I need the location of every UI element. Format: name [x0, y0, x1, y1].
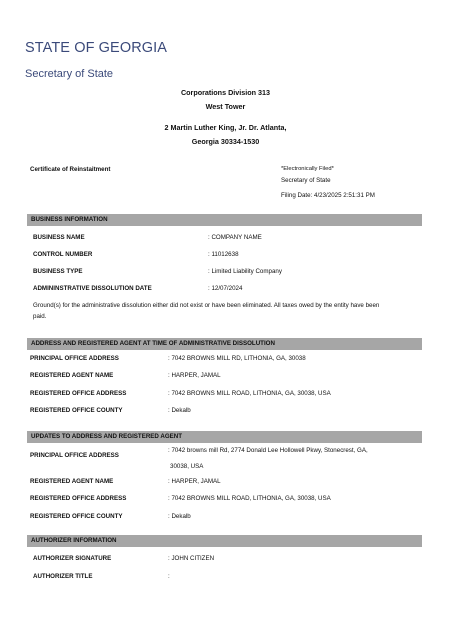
authorizer-title-value: : [168, 573, 170, 580]
registered-agent-value: : HARPER, JAMAL [168, 372, 221, 379]
dissolution-note-line-1: Ground(s) for the administrative dissolution either did not exist or have been eliminated. All taxes owed by the entity have been [33, 302, 380, 309]
control-number-label: CONTROL NUMBER [33, 251, 93, 258]
certificate-title: Certificate of Reinstaitment [30, 166, 111, 173]
principal-office-value: : 7042 BROWNS MILL RD, LITHONIA, GA, 30038 [168, 355, 306, 362]
dissolution-note-line-2: paid. [33, 312, 47, 320]
updated-principal-office-label: PRINCIPAL OFFICE ADDRESS [30, 452, 119, 459]
filing-date: Filing Date: 4/23/2025 2:51:31 PM [281, 192, 375, 199]
agent-at-dissolution-header: ADDRESS AND REGISTERED AGENT AT TIME OF ADMINISTRATIVE DISSOLUTION [27, 338, 422, 350]
updated-county-value: : Dekalb [168, 513, 191, 520]
business-name-label: BUSINESS NAME [33, 234, 85, 241]
registered-office-label: REGISTERED OFFICE ADDRESS [30, 390, 127, 397]
registered-county-label: REGISTERED OFFICE COUNTY [30, 407, 123, 414]
updated-county-label: REGISTERED OFFICE COUNTY [30, 513, 123, 520]
authorizer-header: AUTHORIZER INFORMATION [27, 535, 422, 547]
dissolution-note [33, 301, 418, 322]
business-info-header: BUSINESS INFORMATION [27, 214, 422, 226]
address-line-1: Corporations Division 313 [180, 88, 271, 97]
updated-principal-office-value-line-2: 30038, USA [170, 463, 204, 470]
control-number-value: : 11012638 [208, 251, 239, 258]
business-name-value: : COMPANY NAME [208, 234, 262, 241]
address-line-4: Georgia 30334-1530 [191, 137, 260, 146]
office-title: Secretary of State [25, 68, 114, 80]
filed-note: *Electronically Filed* [281, 166, 334, 172]
updates-header: UPDATES TO ADDRESS AND REGISTERED AGENT [27, 431, 422, 443]
authorizer-title-label: AUTHORIZER TITLE [33, 573, 93, 580]
registered-office-value: : 7042 BROWNS MILL ROAD, LITHONIA, GA, 30038, USA [168, 390, 331, 397]
registered-agent-label: REGISTERED AGENT NAME [30, 372, 114, 379]
updated-office-value: : 7042 BROWNS MILL ROAD, LITHONIA, GA, 30038, USA [168, 495, 331, 502]
registered-county-value: : Dekalb [168, 407, 191, 414]
filed-by: Secretary of State [281, 177, 331, 184]
updated-agent-value: : HARPER, JAMAL [168, 478, 221, 485]
updated-office-label: REGISTERED OFFICE ADDRESS [30, 495, 127, 502]
principal-office-label: PRINCIPAL OFFICE ADDRESS [30, 355, 119, 362]
authorizer-signature-value: : JOHN CITIZEN [168, 555, 215, 562]
business-type-value: : Limited Liability Company [208, 268, 282, 275]
state-title: STATE OF GEORGIA [25, 40, 168, 56]
authorizer-signature-label: AUTHORIZER SIGNATURE [33, 555, 112, 562]
address-line-2: West Tower [205, 102, 246, 111]
business-type-label: BUSINESS TYPE [33, 268, 83, 275]
dissolution-date-value: : 12/07/2024 [208, 285, 243, 292]
dissolution-date-label: ADMININSTRATIVE DISSOLUTION DATE [33, 285, 152, 292]
updated-principal-office-value-line-1: : 7042 browns mill Rd, 2774 Donald Lee Hollowell Pkwy, Stonecrest, GA, [168, 447, 368, 454]
address-line-3: 2 Martin Luther King, Jr. Dr. Atlanta, [164, 123, 287, 132]
updated-agent-label: REGISTERED AGENT NAME [30, 478, 114, 485]
